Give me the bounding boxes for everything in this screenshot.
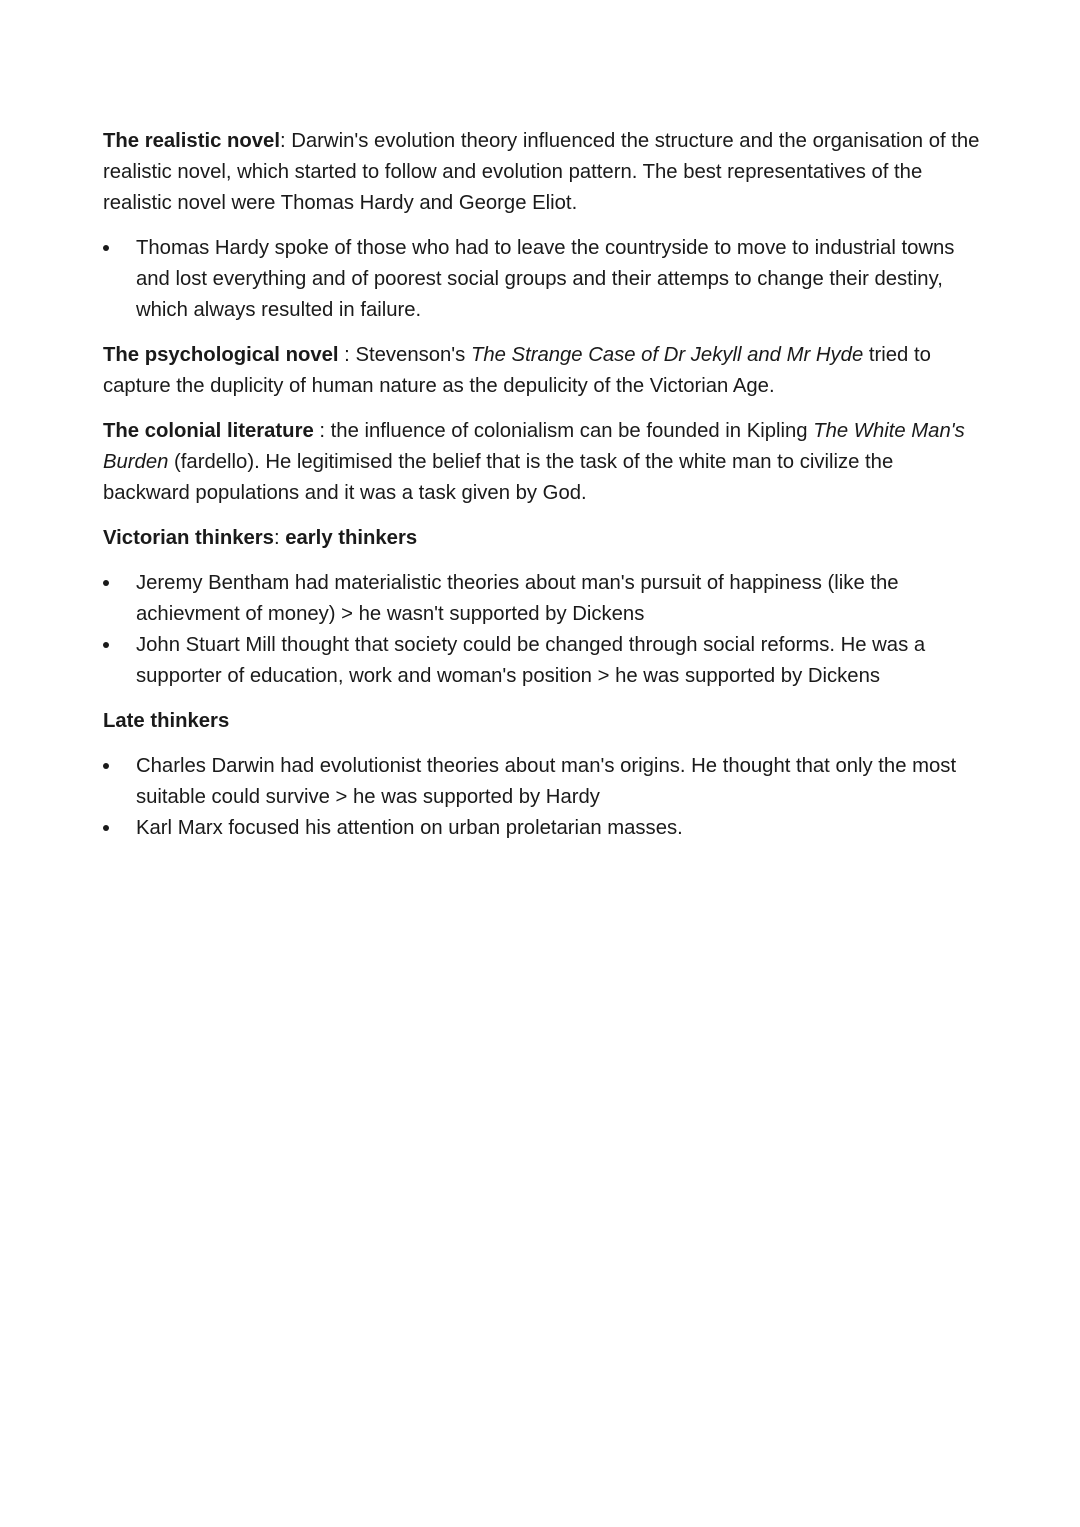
list-item-text: Karl Marx focused his attention on urban proletarian masses. xyxy=(136,817,683,839)
realistic-novel-separator: : xyxy=(279,130,292,152)
psychological-novel-heading: The psychological novel xyxy=(103,344,339,366)
list-item-text: Jeremy Bentham had materialistic theories about man's pursuit of happiness (like the achievment of money) > he wasn't supported by Dickens xyxy=(136,572,899,625)
late-thinkers-heading: Late thinkers xyxy=(103,710,230,732)
early-thinkers-list xyxy=(103,568,983,692)
list-item xyxy=(103,568,983,630)
colonial-literature-title: The White Man's Burden xyxy=(103,420,965,473)
colonial-literature-paragraph xyxy=(103,416,983,509)
list-item xyxy=(103,233,983,326)
victorian-thinkers-separator: : xyxy=(273,527,286,549)
realistic-novel-text: Darwin's evolution theory influenced the structure and the organisation of the realistic novel, which started to follow and evolution pattern. The best representatives of the realistic novel were Thomas Hardy and George Eliot. xyxy=(103,130,980,214)
list-item xyxy=(103,751,983,813)
bullet-icon xyxy=(103,568,110,599)
psychological-novel-paragraph xyxy=(103,340,983,402)
late-thinkers-list xyxy=(103,751,983,844)
list-item-text: John Stuart Mill thought that society could be changed through social reforms. He was a supporter of education, work and woman's position > he was supported by Dickens xyxy=(136,634,926,687)
colonial-literature-heading: The colonial literature xyxy=(103,420,314,442)
realistic-novel-list xyxy=(103,233,983,326)
list-item-text: Charles Darwin had evolutionist theories about man's origins. He thought that only the most suitable could survive > he was supported by Hardy xyxy=(136,755,957,808)
victorian-thinkers-heading-a: Victorian thinkers xyxy=(103,527,274,549)
list-item-text: Thomas Hardy spoke of those who had to leave the countryside to move to industrial towns and lost everything and of poorest social groups and their attemps to change their destiny, which always resulted in failure. xyxy=(136,237,955,321)
colonial-literature-separator: : xyxy=(313,420,331,442)
late-thinkers-heading-line xyxy=(103,706,983,737)
victorian-thinkers-heading-b: early thinkers xyxy=(285,527,418,549)
document-page xyxy=(103,126,983,858)
bullet-icon xyxy=(103,813,110,844)
colonial-literature-text-after: (fardello). He legitimised the belief that is the task of the white man to civilize the backward populations and it was a task given by God. xyxy=(103,451,894,504)
psychological-novel-text-after: tried to capture the duplicity of human nature as the depulicity of the Victorian Age. xyxy=(103,344,931,397)
realistic-novel-heading: The realistic novel xyxy=(103,130,280,152)
bullet-icon xyxy=(103,233,110,264)
list-item xyxy=(103,813,983,844)
victorian-thinkers-heading xyxy=(103,523,983,554)
bullet-icon xyxy=(103,630,110,661)
realistic-novel-paragraph xyxy=(103,126,983,219)
list-item xyxy=(103,630,983,692)
colonial-literature-text-before: the influence of colonialism can be founded in Kipling xyxy=(330,420,814,442)
psychological-novel-separator: : xyxy=(338,344,356,366)
psychological-novel-text-before: Stevenson's xyxy=(355,344,471,366)
psychological-novel-title: The Strange Case of Dr Jekyll and Mr Hyde xyxy=(470,344,864,366)
bullet-icon xyxy=(103,751,110,782)
